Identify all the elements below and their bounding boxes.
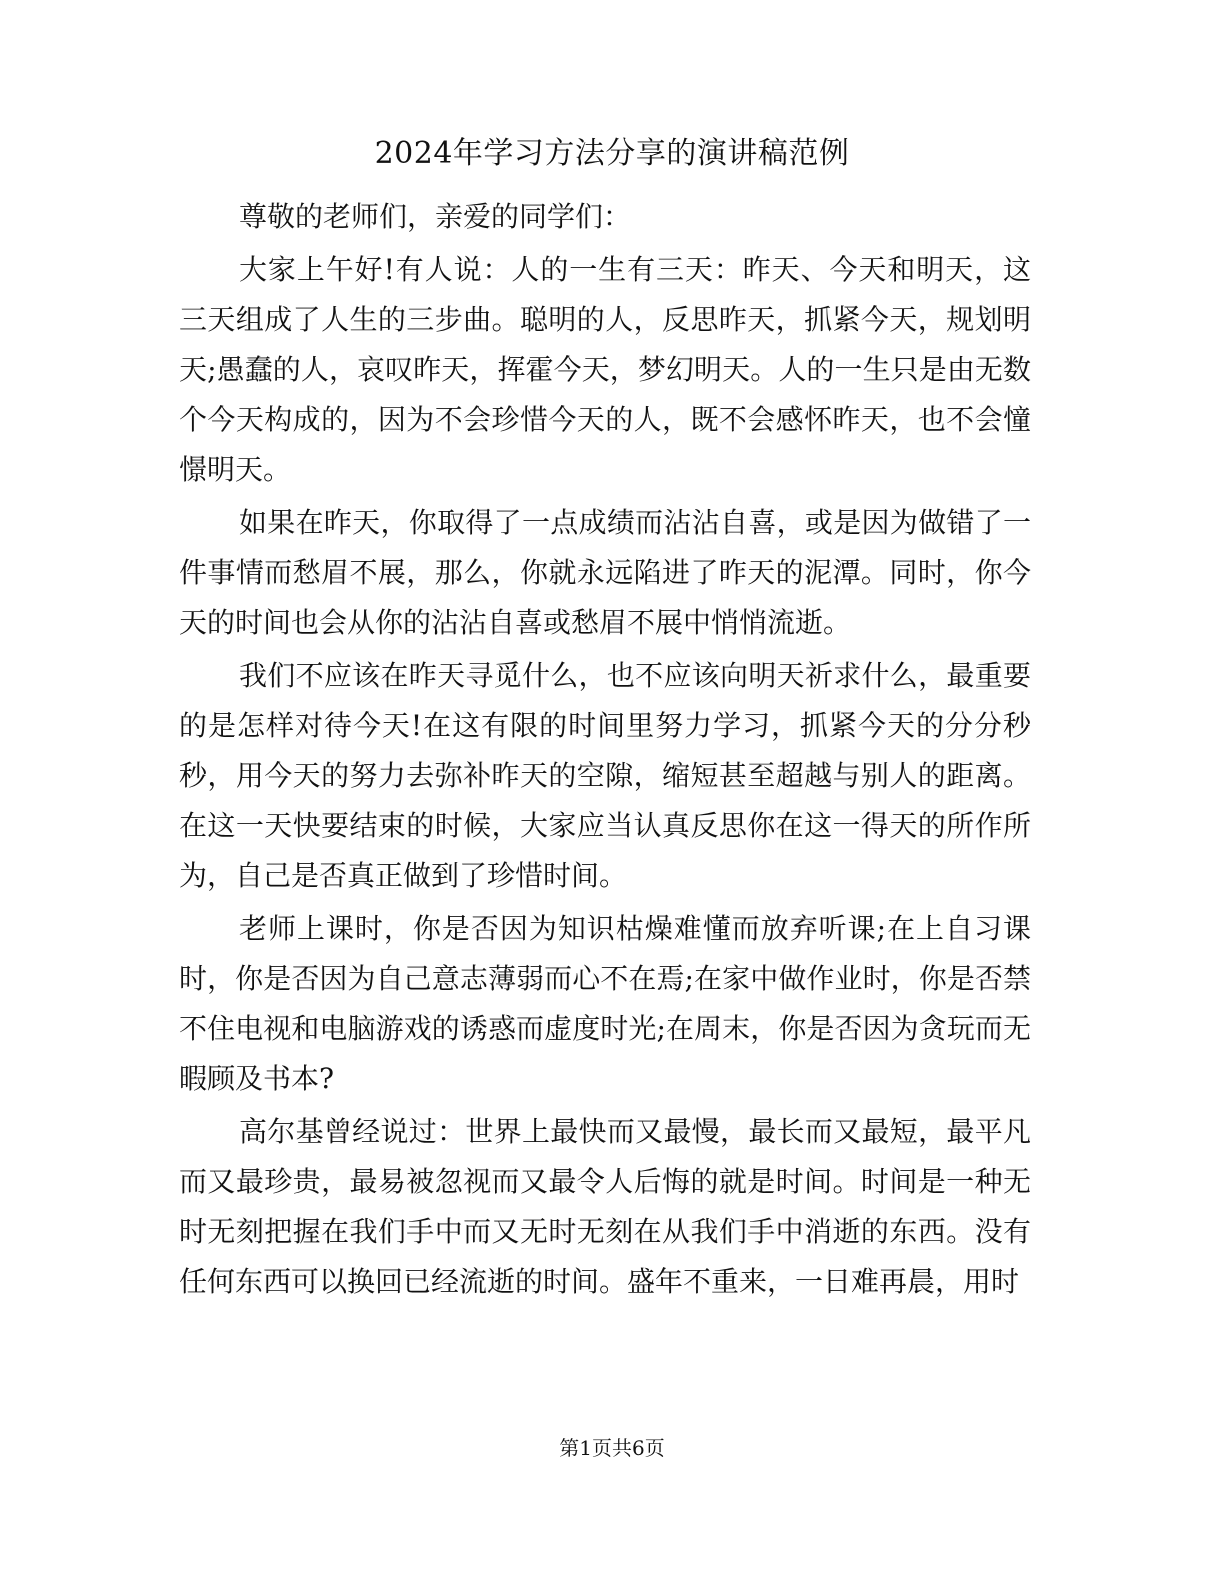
paragraph: 如果在昨天，你取得了一点成绩而沾沾自喜，或是因为做错了一件事情而愁眉不展，那么，你就永远陷进了昨天的泥潭。同时，你今天的时间也会从你的沾沾自喜或愁眉不展中悄悄流逝。 (179, 506, 1031, 639)
paragraph: 高尔基曾经说过：世界上最快而又最慢，最长而又最短，最平凡而又最珍贵，最易被忽视而又最令人后悔的就是时间。时间是一种无时无刻把握在我们手中而又无时无刻在从我们手中消逝的东西。没有任何东西可以换回已经流逝的时间。盛年不重来，一日难再晨，用时 (179, 1115, 1031, 1298)
document-body (179, 192, 1031, 1310)
document-title: 2024年学习方法分享的演讲稿范例 (374, 136, 850, 171)
paragraph: 我们不应该在昨天寻觅什么，也不应该向明天祈求什么，最重要的是怎样对待今天!在这有限的时间里努力学习，抓紧今天的分分秒秒，用今天的努力去弥补昨天的空隙，缩短甚至超越与别人的距离。在这一天快要结束的时候，大家应当认真反思你在这一得天的所作所为，自己是否真正做到了珍惜时间。 (179, 659, 1031, 892)
paragraph-salutation: 尊敬的老师们，亲爱的同学们： (239, 200, 632, 233)
paragraph: 大家上午好!有人说：人的一生有三天：昨天、今天和明天，这三天组成了人生的三步曲。聪明的人，反思昨天，抓紧今天，规划明天;愚蠢的人，哀叹昨天，挥霍今天，梦幻明天。人的一生只是由无数个今天构成的，因为不会珍惜今天的人，既不会感怀昨天，也不会憧憬明天。 (179, 253, 1031, 486)
paragraph: 老师上课时，你是否因为知识枯燥难懂而放弃听课;在上自习课时，你是否因为自己意志薄弱而心不在焉;在家中做作业时，你是否禁不住电视和电脑游戏的诱惑而虚度时光;在周末，你是否因为贪玩而无暇顾及书本? (179, 912, 1031, 1095)
page-number-footer: 第1页共6页 (559, 1436, 665, 1460)
